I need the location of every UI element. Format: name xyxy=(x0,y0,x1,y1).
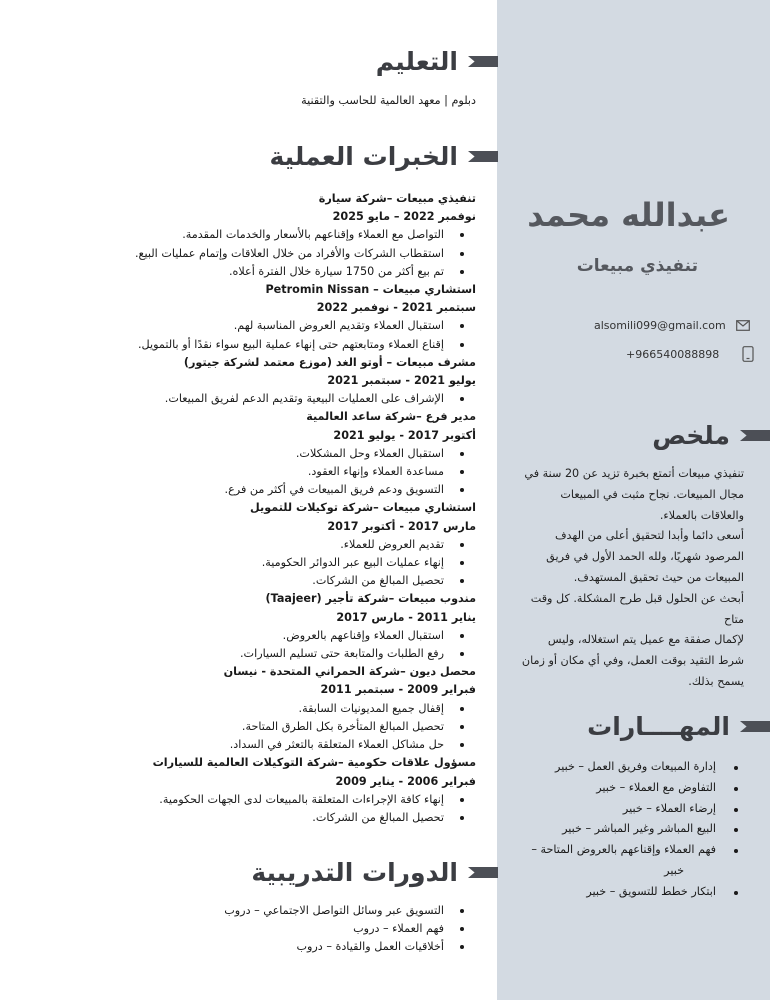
job-title: مسؤول علاقات حكومية –شركة التوكيلات العالمية للسيارات xyxy=(152,756,476,770)
skills-heading-text: المهــــارات xyxy=(587,712,730,741)
profile-role: تنفيذي مبيعات xyxy=(576,256,698,276)
job-date: فبراير 2006 - يناير 2009 xyxy=(335,774,476,788)
education-heading xyxy=(376,49,498,74)
skills-list xyxy=(514,757,748,903)
list-item: الإشراف على العمليات البيعية وتقديم الدعم لفريق المبيعات. xyxy=(135,390,444,408)
contact-phone[interactable] xyxy=(626,346,755,362)
heading-marker xyxy=(468,151,498,162)
education-line: دبلوم | معهد العالمية للحاسب والتقنية xyxy=(301,94,476,107)
envelope-icon xyxy=(736,320,750,331)
summary-line: أسعى دائما وأبدا لتحقيق أعلى من الهدف xyxy=(554,529,744,543)
summary-line: أبحث عن الحلول قبل طرح المشكلة. كل وقت متاح xyxy=(530,591,744,626)
list-item: تم بيع أكثر من 1750 سيارة خلال الفترة أعلاه. xyxy=(135,263,444,281)
contact-email[interactable] xyxy=(594,319,750,332)
list-item: إنهاء عمليات البيع عبر الدوائر الحكومية. xyxy=(135,554,444,572)
mobile-phone-icon xyxy=(741,346,755,362)
summary-line: المبيعات من حيث تحقيق المستهدف. xyxy=(573,570,744,584)
job-entry xyxy=(135,499,476,590)
summary-line: والعلاقات بالعملاء. xyxy=(659,508,744,522)
courses-list xyxy=(224,902,476,957)
summary-line: المرصود شهريًا، ولله الحمد الأول في فريق xyxy=(546,550,744,564)
experience-heading xyxy=(269,144,498,169)
job-title: تنفيذي مبيعات –شركة سيارة xyxy=(318,192,476,205)
job-entry xyxy=(135,190,476,281)
job-entry xyxy=(135,281,476,354)
courses-heading-text: الدورات التدريبية xyxy=(251,858,458,887)
job-bullets xyxy=(135,700,476,755)
experience-list xyxy=(135,190,476,827)
list-item: تحصيل المبالغ المتأخرة بكل الطرق المتاحة. xyxy=(135,718,444,736)
list-item: تحصيل المبالغ من الشركات. xyxy=(135,572,444,590)
list-item: إنهاء كافة الإجراءات المتعلقة بالمبيعات لدى الجهات الحكومية. xyxy=(135,791,444,809)
job-date: يوليو 2021 - سبتمبر 2021 xyxy=(327,374,476,388)
job-entry xyxy=(135,408,476,499)
job-bullets xyxy=(135,791,476,827)
list-item: حل مشاكل العملاء المتعلقة بالتعثر في السداد. xyxy=(135,736,444,754)
summary-line: مجال المبيعات. نجاح مثبت في المبيعات xyxy=(560,487,744,501)
list-item: ابتكار خطط للتسويق – خبير xyxy=(514,882,716,903)
list-item: التفاوض مع العملاء – خبير xyxy=(514,778,716,799)
list-item: إقفال جميع المديونيات السابقة. xyxy=(135,700,444,718)
job-bullets xyxy=(135,627,476,663)
job-bullets xyxy=(135,390,476,408)
job-title: محصل ديون –شركة الحمراني المتحدة - نيسان xyxy=(223,665,476,679)
list-item: فهم العملاء – دروب xyxy=(224,920,444,938)
list-item: استقبال العملاء وإقناعهم بالعروض. xyxy=(135,627,444,645)
list-item: استقطاب الشركات والأفراد من خلال العلاقات وإتمام عمليات البيع. xyxy=(135,245,444,263)
job-bullets xyxy=(135,226,476,281)
job-date: مارس 2017 - أكتوبر 2017 xyxy=(327,519,476,533)
job-date: فبراير 2009 - سبتمبر 2011 xyxy=(320,683,476,697)
list-item: فهم العملاء وإقناعهم بالعروض المتاحة – xyxy=(514,840,716,861)
list-item: البيع المباشر وغير المباشر – خبير xyxy=(514,819,716,840)
heading-marker xyxy=(468,56,498,67)
job-entry xyxy=(135,754,476,827)
job-title: مدير فرع –شركة ساعد العالمية xyxy=(306,410,476,424)
job-date: نوفمبر 2022 – مايو 2025 xyxy=(332,210,476,224)
skills-bullets xyxy=(514,757,748,903)
list-item: التسويق عبر وسائل التواصل الاجتماعي – دروب xyxy=(224,902,444,920)
job-date: أكتوبر 2017 - يوليو 2021 xyxy=(333,428,476,442)
list-item: رفع الطلبات والمتابعة حتى تسليم السيارات. xyxy=(135,645,444,663)
job-title: مشرف مبيعات – أوتو الغد (موزع معتمد لشركة جيتور) xyxy=(183,355,476,369)
job-date: يناير 2011 - مارس 2017 xyxy=(336,610,476,624)
list-item: إدارة المبيعات وفريق العمل – خبير xyxy=(514,757,716,778)
heading-marker xyxy=(740,721,770,732)
summary-line: يسمح بذلك. xyxy=(688,674,744,688)
summary-text xyxy=(516,464,744,693)
list-item: التواصل مع العملاء وإقناعهم بالأسعار والخدمات المقدمة. xyxy=(135,226,444,244)
heading-marker xyxy=(468,867,498,878)
skills-heading xyxy=(587,714,770,739)
heading-marker xyxy=(740,430,770,441)
job-bullets xyxy=(135,317,476,353)
list-item: إرضاء العملاء – خبير xyxy=(514,799,716,820)
summary-line: شرط التقيد بوقت العمل، وفي أي مكان أو زمان xyxy=(521,654,744,668)
job-date: سبتمبر 2021 - نوفمبر 2022 xyxy=(316,301,476,315)
job-bullets xyxy=(135,445,476,500)
list-item: التسويق ودعم فريق المبيعات في أكثر من فرع. xyxy=(135,481,444,499)
summary-line: تنفيذي مبيعات أتمتع بخبرة تزيد عن 20 سنة في xyxy=(524,467,744,480)
job-bullets xyxy=(135,536,476,591)
job-entry xyxy=(135,663,476,754)
summary-line: لإكمال صفقة مع عميل يتم استغلاله، وليس xyxy=(547,633,744,647)
skill-continuation: خبير xyxy=(664,863,684,877)
summary-heading-text: ملخص xyxy=(652,421,730,450)
courses-bullets xyxy=(224,902,476,957)
summary-heading xyxy=(652,423,770,448)
list-item: أخلاقيات العمل والقيادة – دروب xyxy=(224,938,444,956)
profile-name: عبدالله محمد xyxy=(527,196,730,234)
list-item: استقبال العملاء وحل المشكلات. xyxy=(135,445,444,463)
courses-heading xyxy=(251,860,498,885)
list-item: مساعدة العملاء وإنهاء العقود. xyxy=(135,463,444,481)
job-entry xyxy=(135,590,476,663)
job-entry xyxy=(135,354,476,409)
job-title: مندوب مبيعات –شركة تأجير (Taajeer) xyxy=(265,592,476,606)
job-title: استشاري مبيعات – Petromin Nissan xyxy=(265,283,476,297)
phone-text[interactable]: +966540088898 xyxy=(626,347,720,361)
email-text[interactable]: alsomili099@gmail.com xyxy=(594,319,726,332)
list-item: تقديم العروض للعملاء. xyxy=(135,536,444,554)
job-title: استشاري مبيعات –شركة توكيلات للتمويل xyxy=(250,501,476,515)
experience-heading-text: الخبرات العملية xyxy=(269,142,458,171)
list-item: تحصيل المبالغ من الشركات. xyxy=(135,809,444,827)
list-item: استقبال العملاء وتقديم العروض المناسبة لهم. xyxy=(135,317,444,335)
education-heading-text: التعليم xyxy=(375,47,458,76)
list-item: إقناع العملاء ومتابعتهم حتى إنهاء عملية البيع سواء نقدًا أو بالتمويل. xyxy=(135,336,444,354)
